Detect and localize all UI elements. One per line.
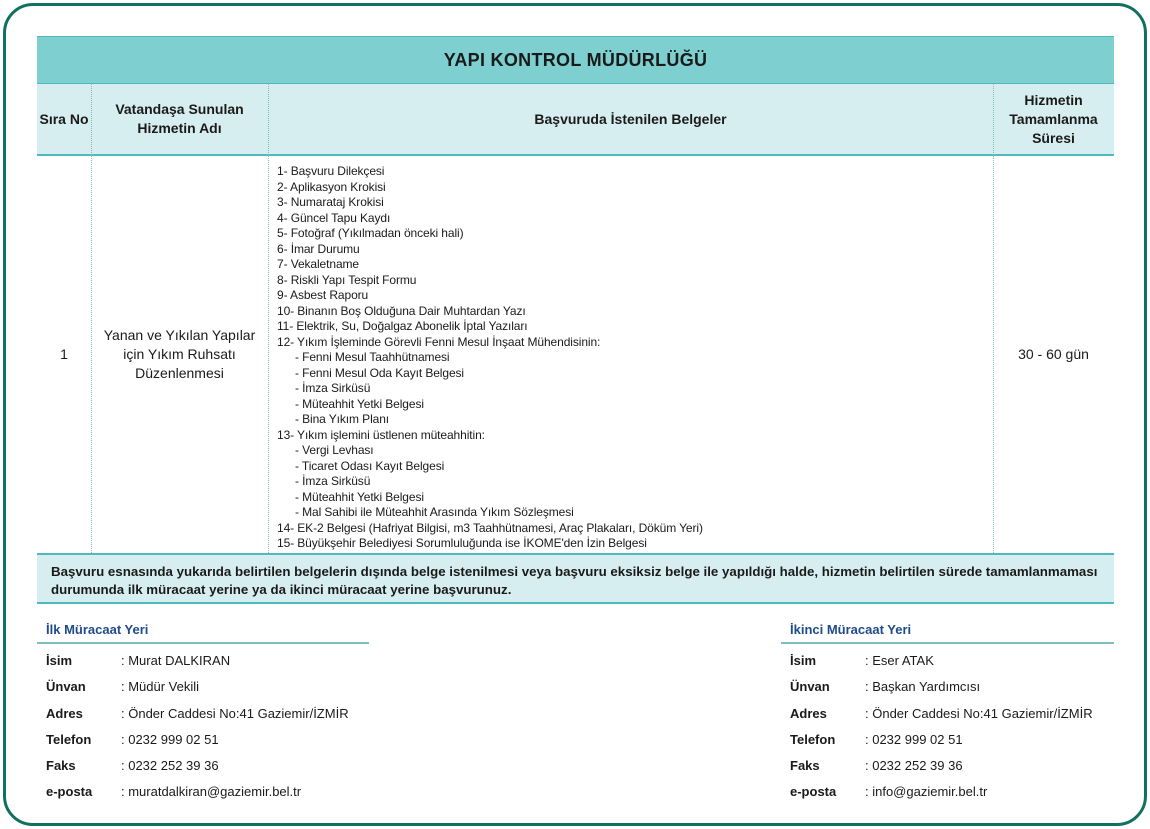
document-item: - İmza Sirküsü <box>295 381 371 395</box>
contact-row <box>781 701 1114 727</box>
document-item: 8- Riskli Yapı Tespit Formu <box>277 272 417 287</box>
document-item: - Müteahhit Yetki Belgesi <box>295 489 424 504</box>
second-contact <box>781 620 1114 806</box>
field-label: Faks <box>46 758 76 774</box>
first-contact-title: İlk Müracaat Yeri <box>37 620 369 644</box>
document-item: - Bina Yıkım Planı <box>295 412 390 426</box>
document-list <box>277 164 977 552</box>
field-value: : Eser ATAK <box>865 653 934 668</box>
document-item: 11- Elektrik, Su, Doğalgaz Abonelik İptal Yazıları <box>277 319 528 333</box>
field-value: : 0232 999 02 51 <box>865 731 963 747</box>
document-item: 1- Başvuru Dilekçesi <box>277 164 385 178</box>
contact-row <box>37 648 369 674</box>
table-row <box>37 156 1114 553</box>
document-item: 13- Yıkım işlemini üstlenen müteahhitin: <box>277 427 485 442</box>
document-item: - Vergi Levhası <box>295 443 374 457</box>
contact-row <box>781 727 1114 753</box>
service-name: Yanan ve Yıkılan Yapılar için Yıkım Ruhsatı Düzenlenmesi <box>103 327 256 381</box>
field-label: Adres <box>790 705 827 721</box>
document-item: - Mal Sahibi ile Müteahhit Arasında Yıkım Sözleşmesi <box>295 505 574 519</box>
header-duration: Hizmetin Tamamlanma Süresi <box>1009 91 1098 146</box>
field-value: : Murat DALKIRAN <box>121 653 231 668</box>
field-label: İsim <box>46 653 73 668</box>
contact-row <box>781 648 1114 674</box>
contact-row <box>781 753 1114 779</box>
document-item: 7- Vekaletname <box>277 257 359 271</box>
field-label: Adres <box>46 705 83 721</box>
contact-row <box>37 727 369 753</box>
document-item: 14- EK-2 Belgesi (Hafriyat Bilgisi, m3 Taahhütnamesi, Araç Plakaları, Döküm Yeri) <box>277 520 703 535</box>
field-value: : Başkan Yardımcısı <box>865 679 981 695</box>
field-value: : Müdür Vekili <box>121 679 200 695</box>
contact-row <box>781 779 1114 805</box>
header-documents: Başvuruda İstenilen Belgeler <box>534 110 727 127</box>
field-value: : 0232 999 02 51 <box>121 731 219 747</box>
document-item: 5- Fotoğraf (Yıkılmadan önceki hali) <box>277 226 464 240</box>
field-value: : 0232 252 39 36 <box>865 758 963 774</box>
field-label: Telefon <box>790 731 836 747</box>
field-label: Telefon <box>46 731 92 747</box>
contact-row <box>781 674 1114 700</box>
contact-row <box>37 753 369 779</box>
field-value[interactable]: : info@gaziemir.bel.tr <box>865 784 988 800</box>
second-contact-title: İkinci Müracaat Yeri <box>781 620 1114 644</box>
table-header <box>37 84 1114 156</box>
document-item: 15- Büyükşehir Belediyesi Sorumluluğunda ise İKOME'den İzin Belgesi <box>277 536 647 550</box>
document-item: - Müteahhit Yetki Belgesi <box>295 396 424 411</box>
document-item: 6- İmar Durumu <box>277 241 360 256</box>
header-sira-no: Sıra No <box>39 110 89 127</box>
field-label: Ünvan <box>46 679 86 695</box>
field-value: : 0232 252 39 36 <box>121 758 219 774</box>
complaint-note: Başvuru esnasında yukarıda belirtilen belgelerin dışında belge istenilmesi veya başvuru eksiksiz belge ile yapıldığı halde, hizmetin belirtilen sürede tamamlanmaması durumunda ilk müracaat yerine ya da ikinci müracaat yerine başvurunuz. <box>37 553 1114 604</box>
page-title: YAPI KONTROL MÜDÜRLÜĞÜ <box>37 36 1114 84</box>
document-item: - Ticaret Odası Kayıt Belgesi <box>295 458 445 473</box>
document-item: 3- Numarataj Krokisi <box>277 195 384 209</box>
field-value: : Önder Caddesi No:41 Gaziemir/İZMİR <box>121 705 349 721</box>
contact-row <box>37 701 369 727</box>
field-label: e-posta <box>46 784 93 800</box>
contact-row <box>37 674 369 700</box>
document-item: 4- Güncel Tapu Kaydı <box>277 210 391 225</box>
document-item: - Fenni Mesul Oda Kayıt Belgesi <box>295 365 464 380</box>
document-item: 9- Asbest Raporu <box>277 288 369 302</box>
document-item: 2- Aplikasyon Krokisi <box>277 179 386 194</box>
field-value[interactable]: : muratdalkiran@gaziemir.bel.tr <box>121 784 302 800</box>
document-item: 12- Yıkım İşleminde Görevli Fenni Mesul İnşaat Mühendisinin: <box>277 334 601 349</box>
field-label: İsim <box>790 653 817 668</box>
document-item: 10- Binanın Boş Olduğuna Dair Muhtardan Yazı <box>277 303 526 318</box>
field-value: : Önder Caddesi No:41 Gaziemir/İZMİR <box>865 705 1093 721</box>
document-item: - Fenni Mesul Taahhütnamesi <box>295 350 450 364</box>
row-number: 1 <box>60 346 68 362</box>
field-label: Ünvan <box>790 679 830 695</box>
header-service-name: Vatandaşa Sunulan Hizmetin Adı <box>115 101 244 136</box>
contact-row <box>37 779 369 805</box>
field-label: e-posta <box>790 784 837 800</box>
first-contact <box>37 620 369 806</box>
field-label: Faks <box>790 758 820 774</box>
completion-duration: 30 - 60 gün <box>1018 346 1089 362</box>
document-item: - İmza Sirküsü <box>295 474 371 488</box>
